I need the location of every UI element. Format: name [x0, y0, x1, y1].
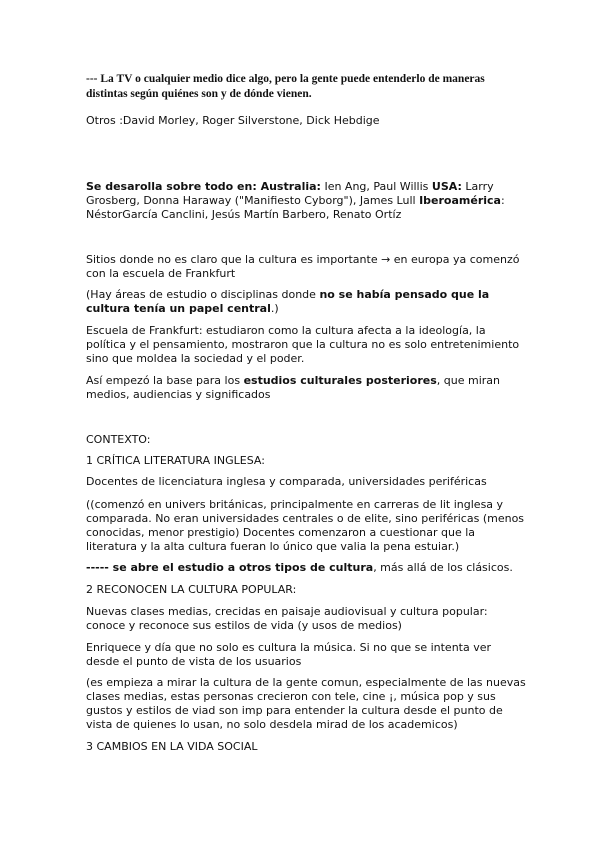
common-people-paragraph: (es empieza a mirar la cultura de la gente comun, especialmente de las nuevas clases medias, estas personas crecieron con tele, cine ¡, música pop y sus gustos y estilos de viad son imp para entender la cultura desde el punto de vista de quienes lo usan, no solo desdela mirad de los academicos): [86, 676, 526, 731]
base-paragraph: [86, 374, 526, 402]
australia-authors: Ien Ang, Paul Willis: [320, 180, 432, 193]
section-3-heading: 3 CAMBIOS EN LA VIDA SOCIAL: [86, 740, 258, 753]
base-bold-text: estudios culturales posteriores: [243, 374, 437, 387]
base-text-end: , que miran medios, audiencias y significados: [86, 374, 501, 401]
regions-heading-australia: Se desarolla sobre todo en: Australia:: [86, 180, 321, 193]
quote-paragraph: --- La TV o cualquier medio dice algo, pero la gente puede entenderlo de maneras distintas según quiénes son y de dónde vienen.: [86, 73, 485, 100]
regions-paragraph: [86, 180, 526, 222]
opening-bold-text: ----- se abre el estudio a otros tipos de cultura: [86, 561, 374, 574]
usa-authors: Larry Grosberg, Donna Haraway ("Manifiesto Cyborg"), James Lull: [86, 180, 494, 207]
frankfurt-paragraph: Escuela de Frankfurt: estudiaron como la cultura afecta a la ideología, la política y el pensamiento, mostraron que la cultura no es solo entretenimiento sino que moldea la sociedad y el poder.: [86, 324, 520, 365]
section-1-heading: 1 CRÍTICA LITERATURA INGLESA:: [86, 454, 265, 467]
opening-paragraph: [86, 561, 526, 575]
usa-label: USA:: [431, 180, 462, 193]
others-authors-paragraph: Otros :David Morley, Roger Silverstone, Dick Hebdige: [86, 114, 380, 127]
opening-text-end: , más allá de los clásicos.: [373, 561, 513, 574]
sites-paragraph: Sitios donde no es claro que la cultura es importante → en europa ya comenzó con la escuela de Frankfurt: [86, 253, 520, 280]
enriches-paragraph: Enriquece y día que no solo es cultura la música. Si no que se intenta ver desde el punto de vista de los usuarios: [86, 641, 492, 668]
section-2-heading: 2 RECONOCEN LA CULTURA POPULAR:: [86, 583, 297, 596]
areas-paragraph: [86, 288, 526, 316]
areas-text-start: (Hay áreas de estudio o disciplinas donde: [86, 288, 320, 301]
teachers-paragraph: Docentes de licenciatura inglesa y comparada, universidades periféricas: [86, 475, 487, 488]
british-universities-paragraph: ((comenzó en univers británicas, principalmente en carreras de lit inglesa y comparada. No eran universidades centrales o de elite, sino periféricas (menos conocidas, menor prestigio) Docentes comenzaron a cuestionar que la literatura y la alta cultura fueran lo único que valia la pena estuiar.): [86, 498, 525, 553]
areas-bold-text: no se había pensado que la cultura tenía un papel central: [86, 288, 490, 315]
context-heading: CONTEXTO:: [86, 433, 151, 446]
base-text-start: Así empezó la base para los: [86, 374, 244, 387]
areas-text-end: .): [270, 302, 279, 315]
iberoamerica-label: Iberoamérica: [419, 194, 501, 207]
iberoamerica-authors: : NéstorGarcía Canclini, Jesús Martín Barbero, Renato Ortíz: [86, 194, 505, 221]
middle-classes-paragraph: Nuevas clases medias, crecidas en paisaje audiovisual y cultura popular: conoce y reconoce sus estilos de vida (y usos de medios): [86, 605, 488, 632]
